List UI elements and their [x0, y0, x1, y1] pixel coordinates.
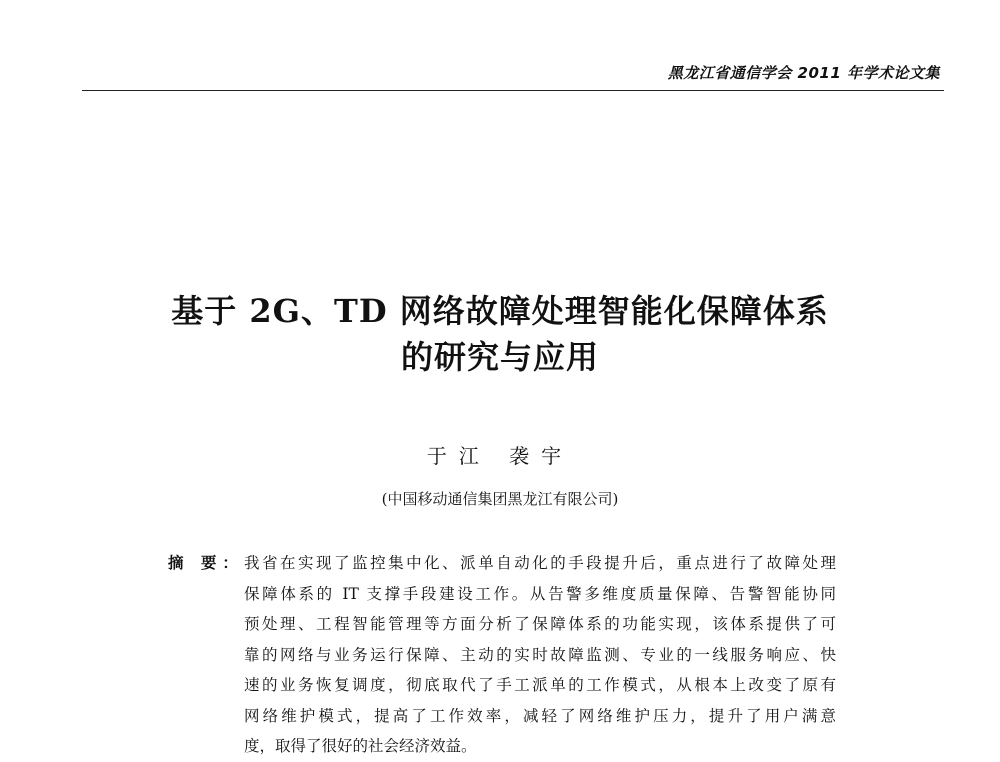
abstract-line: 网络维护模式，提高了工作效率，减轻了网络维护压力，提升了用户满意 — [244, 706, 836, 725]
abstract-line: 靠的网络与业务运行保障、主动的实时故障监测、专业的一线服务响应、快 — [244, 645, 836, 664]
abstract-body — [244, 548, 836, 762]
affiliation: (中国移动通信集团黑龙江有限公司) — [381, 490, 619, 508]
paper-title-line-1: 基于 2G、TD 网络故障处理智能化保障体系 — [171, 292, 829, 330]
abstract-line: 保障体系的 IT 支撑手段建设工作。从告警多维度质量保障、告警智能协同 — [244, 584, 836, 603]
abstract-label: 摘 要： — [168, 553, 244, 572]
paper-title-line-2: 的研究与应用 — [400, 338, 599, 376]
abstract-line: 度，取得了很好的社会经济效益。 — [244, 737, 477, 755]
abstract-line: 预处理、工程智能管理等方面分析了保障体系的功能实现，该体系提供了可 — [244, 615, 836, 633]
running-header: 黑龙江省通信学会 2011 年学术论文集 — [667, 64, 940, 82]
abstract-line: 速的业务恢复调度，彻底取代了手工派单的工作模式，从根本上改变了原有 — [244, 676, 836, 694]
abstract-line: 我省在实现了监控集中化、派单自动化的手段提升后，重点进行了故障处理 — [244, 554, 836, 572]
header-rule — [82, 90, 944, 91]
authors: 于江 袭宇 — [426, 444, 574, 468]
paper-title — [80, 288, 920, 380]
